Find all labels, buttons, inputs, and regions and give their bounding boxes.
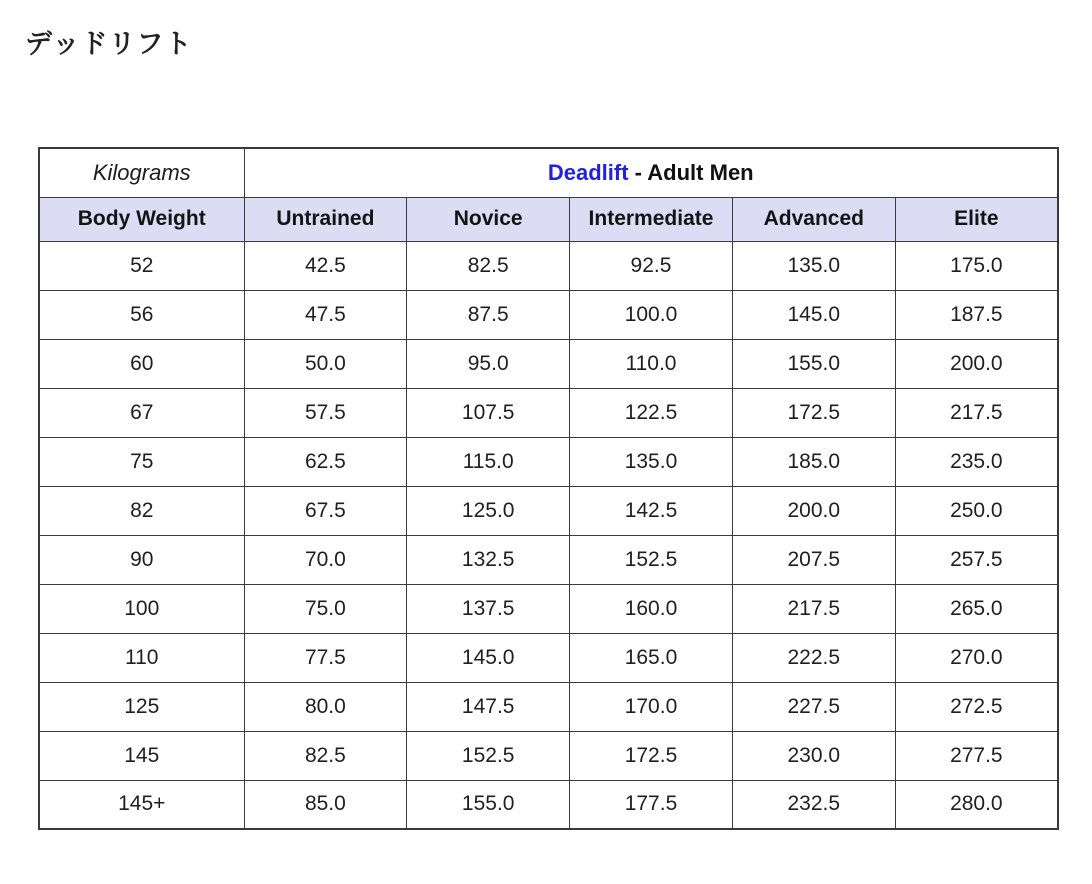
strength-standards-table bbox=[38, 147, 1059, 830]
table-row bbox=[39, 437, 1058, 486]
table-cell: 145 bbox=[39, 731, 244, 780]
table-cell: 92.5 bbox=[570, 241, 733, 290]
table-cell: 57.5 bbox=[244, 388, 407, 437]
table-header-row bbox=[39, 197, 1058, 241]
table-cell: 62.5 bbox=[244, 437, 407, 486]
table-cell: 207.5 bbox=[732, 535, 895, 584]
table-cell: 95.0 bbox=[407, 339, 570, 388]
table-cell: 145.0 bbox=[732, 290, 895, 339]
table-cell: 75.0 bbox=[244, 584, 407, 633]
table-cell: 75 bbox=[39, 437, 244, 486]
table-cell: 235.0 bbox=[895, 437, 1058, 486]
unit-label: Kilograms bbox=[39, 148, 244, 197]
table-cell: 160.0 bbox=[570, 584, 733, 633]
column-header-body-weight: Body Weight bbox=[39, 197, 244, 241]
table-cell: 107.5 bbox=[407, 388, 570, 437]
table-cell: 177.5 bbox=[570, 780, 733, 829]
table-cell: 90 bbox=[39, 535, 244, 584]
table-cell: 152.5 bbox=[570, 535, 733, 584]
column-header-intermediate: Intermediate bbox=[570, 197, 733, 241]
table-cell: 125 bbox=[39, 682, 244, 731]
table-cell: 135.0 bbox=[570, 437, 733, 486]
table-cell: 250.0 bbox=[895, 486, 1058, 535]
table-cell: 232.5 bbox=[732, 780, 895, 829]
table-cell: 222.5 bbox=[732, 633, 895, 682]
table-cell: 110 bbox=[39, 633, 244, 682]
table-caption bbox=[244, 148, 1058, 197]
table-row bbox=[39, 731, 1058, 780]
table-cell: 125.0 bbox=[407, 486, 570, 535]
table-cell: 50.0 bbox=[244, 339, 407, 388]
table-cell: 152.5 bbox=[407, 731, 570, 780]
table-body bbox=[39, 241, 1058, 829]
table-cell: 67 bbox=[39, 388, 244, 437]
table-row bbox=[39, 682, 1058, 731]
table-caption-row bbox=[39, 148, 1058, 197]
table-cell: 227.5 bbox=[732, 682, 895, 731]
table-row bbox=[39, 290, 1058, 339]
table-cell: 56 bbox=[39, 290, 244, 339]
table-cell: 217.5 bbox=[732, 584, 895, 633]
table-row bbox=[39, 486, 1058, 535]
column-header-untrained: Untrained bbox=[244, 197, 407, 241]
table-cell: 170.0 bbox=[570, 682, 733, 731]
table-cell: 277.5 bbox=[895, 731, 1058, 780]
table-cell: 82 bbox=[39, 486, 244, 535]
table-cell: 200.0 bbox=[732, 486, 895, 535]
table-cell: 145.0 bbox=[407, 633, 570, 682]
table-cell: 110.0 bbox=[570, 339, 733, 388]
table-row bbox=[39, 780, 1058, 829]
table-cell: 77.5 bbox=[244, 633, 407, 682]
table-cell: 280.0 bbox=[895, 780, 1058, 829]
table-cell: 272.5 bbox=[895, 682, 1058, 731]
column-header-novice: Novice bbox=[407, 197, 570, 241]
table-cell: 145+ bbox=[39, 780, 244, 829]
table-row bbox=[39, 388, 1058, 437]
table-cell: 115.0 bbox=[407, 437, 570, 486]
table-row bbox=[39, 241, 1058, 290]
table-cell: 155.0 bbox=[407, 780, 570, 829]
table-cell: 70.0 bbox=[244, 535, 407, 584]
table-cell: 217.5 bbox=[895, 388, 1058, 437]
table-cell: 172.5 bbox=[570, 731, 733, 780]
table-cell: 132.5 bbox=[407, 535, 570, 584]
table-cell: 155.0 bbox=[732, 339, 895, 388]
table-cell: 172.5 bbox=[732, 388, 895, 437]
table-row bbox=[39, 584, 1058, 633]
table-cell: 67.5 bbox=[244, 486, 407, 535]
column-header-elite: Elite bbox=[895, 197, 1058, 241]
table-cell: 100 bbox=[39, 584, 244, 633]
column-header-advanced: Advanced bbox=[732, 197, 895, 241]
caption-suffix: - Adult Men bbox=[628, 159, 754, 185]
table-cell: 185.0 bbox=[732, 437, 895, 486]
table-cell: 230.0 bbox=[732, 731, 895, 780]
table-cell: 42.5 bbox=[244, 241, 407, 290]
table-cell: 87.5 bbox=[407, 290, 570, 339]
table-cell: 80.0 bbox=[244, 682, 407, 731]
table-cell: 257.5 bbox=[895, 535, 1058, 584]
page-title: デッドリフト bbox=[25, 29, 193, 59]
table-cell: 100.0 bbox=[570, 290, 733, 339]
table-cell: 52 bbox=[39, 241, 244, 290]
table-cell: 82.5 bbox=[244, 731, 407, 780]
table-cell: 187.5 bbox=[895, 290, 1058, 339]
table-cell: 165.0 bbox=[570, 633, 733, 682]
table-cell: 137.5 bbox=[407, 584, 570, 633]
table-cell: 135.0 bbox=[732, 241, 895, 290]
table-row bbox=[39, 339, 1058, 388]
table-cell: 122.5 bbox=[570, 388, 733, 437]
table-cell: 147.5 bbox=[407, 682, 570, 731]
table-cell: 270.0 bbox=[895, 633, 1058, 682]
table-cell: 85.0 bbox=[244, 780, 407, 829]
table-row bbox=[39, 535, 1058, 584]
table-cell: 265.0 bbox=[895, 584, 1058, 633]
table-cell: 200.0 bbox=[895, 339, 1058, 388]
table-cell: 142.5 bbox=[570, 486, 733, 535]
table-row bbox=[39, 633, 1058, 682]
deadlift-link[interactable]: Deadlift bbox=[547, 159, 629, 185]
table-cell: 175.0 bbox=[895, 241, 1058, 290]
table-cell: 47.5 bbox=[244, 290, 407, 339]
table-cell: 60 bbox=[39, 339, 244, 388]
table-cell: 82.5 bbox=[407, 241, 570, 290]
